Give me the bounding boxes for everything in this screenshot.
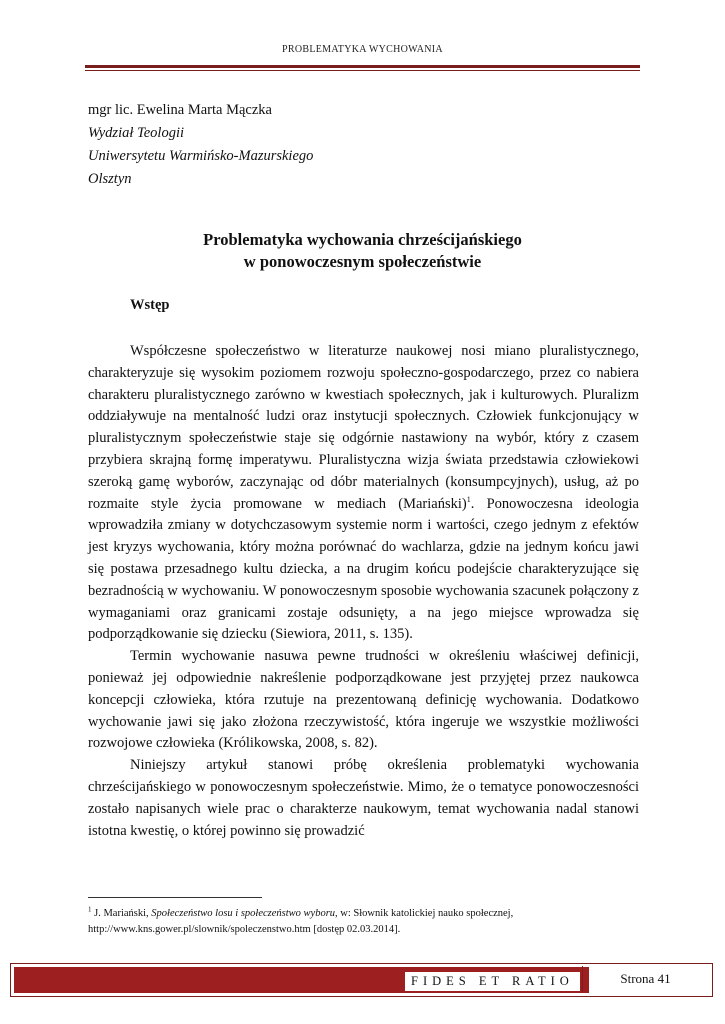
page-number: Strona 41 <box>582 966 708 992</box>
footer-motto: FIDES ET RATIO <box>405 972 580 991</box>
author-name: mgr lic. Ewelina Marta Mączka <box>88 102 272 118</box>
paragraph-2: Termin wychowanie nasuwa pewne trudności w określeniu właściwej definicji, ponieważ jej odpowiednie nakreślenie podporządkowane jest przyjętej przez naukowca koncepcji człowieka, która rzutuje na prezentowaną definicję wychowania. Dodatkowo wychowanie jawi się jako złożona rzeczywistość, która ingeruje we wszystkie możliwości rozwojowe człowieka (Królikowska, 2008, s. 82). <box>88 648 639 752</box>
paragraph-1 <box>88 341 639 646</box>
paragraph-1-part-2: . Ponowoczesna ideologia wprowadziła zmiany w dotychczasowym systemie norm i wartości, czego jednym z efektów jest kryzys wychowania, który można porównać do wachlarza, gdzie na jednym końcu jawi się postawa przesadnego kultu dziecka, a na drugim końcu podejście charakteryzujące się bezradnością w wychowaniu. W ponowoczesnym sposobie wychowania szacunek połączony z wymaganiami oraz granicami zostaje odsunięty, a na jego miejsce wprowadza się podporządkowanie się dziecku (Siewiora, 2011, s. 135). <box>88 495 639 643</box>
running-head: PROBLEMATYKA WYCHOWANIA <box>282 44 443 55</box>
paragraph-1-part-1: Współczesne społeczeństwo w literaturze naukowej nosi miano pluralistycznego, charakteryzuje się wysokim poziomem rozwoju społeczno-gospodarczego, przez co nabiera charakteru pluralistycznego zarówno w kwestiach społecznych, jak i kulturowych. Pluralizm oddziaływuje na mentalność ludzi oraz instytucji społecznych. Człowiek funkcjonujący w pluralistycznym społeczeństwie staje się odgórnie nastawiony na wybór, który z czasem przybiera skrajną formę imperatywu. Pluralistyczna wizja świata przedstawia człowiekowi szeroką gamę wyborów, zaczynając od dóbr materialnych (konsumpcyjnych), usług, aż po rozmaite style życia promowane w mediach (Mariański) <box>88 343 639 512</box>
footnote-rest: , w: Słownik katolickiej nauko społecznej, http://www.kns.gower.pl/slownik/spoleczenstwo.htm [dostęp 02.03.2014]. <box>88 908 514 935</box>
author-block <box>88 99 313 191</box>
footnote-number: 1 <box>88 905 92 914</box>
article-title <box>0 229 725 273</box>
header-rule <box>85 65 640 71</box>
paragraph-3: Niniejszy artykuł stanowi próbę określenia problematyki wychowania chrześcijańskiego w ponowoczesnym społeczeństwie. Mimo, że o tematyce ponowoczesności zostało napisanych wiele prac o charakterze naukowym, temat wychowania nadal stanowi istotna kwestię, o której powinno się prowadzić <box>88 757 639 839</box>
footnote-reference[interactable]: 1 <box>466 494 471 504</box>
article-title-line-1: Problematyka wychowania chrześcijańskiego <box>203 230 522 249</box>
footnote-author: J. Mariański, <box>91 908 152 919</box>
section-heading: Wstęp <box>130 297 170 313</box>
footnote-rule <box>88 897 262 898</box>
author-university: Uniwersytetu Warmińsko-Mazurskiego <box>88 148 314 164</box>
footnote-book-title: Społeczeństwo losu i społeczeństwo wyboru <box>151 908 336 919</box>
author-city: Olsztyn <box>88 171 132 187</box>
body-text <box>88 341 639 842</box>
footnote <box>88 906 639 938</box>
author-department: Wydział Teologii <box>88 125 185 141</box>
article-title-line-2: w ponowoczesnym społeczeństwie <box>243 252 482 271</box>
